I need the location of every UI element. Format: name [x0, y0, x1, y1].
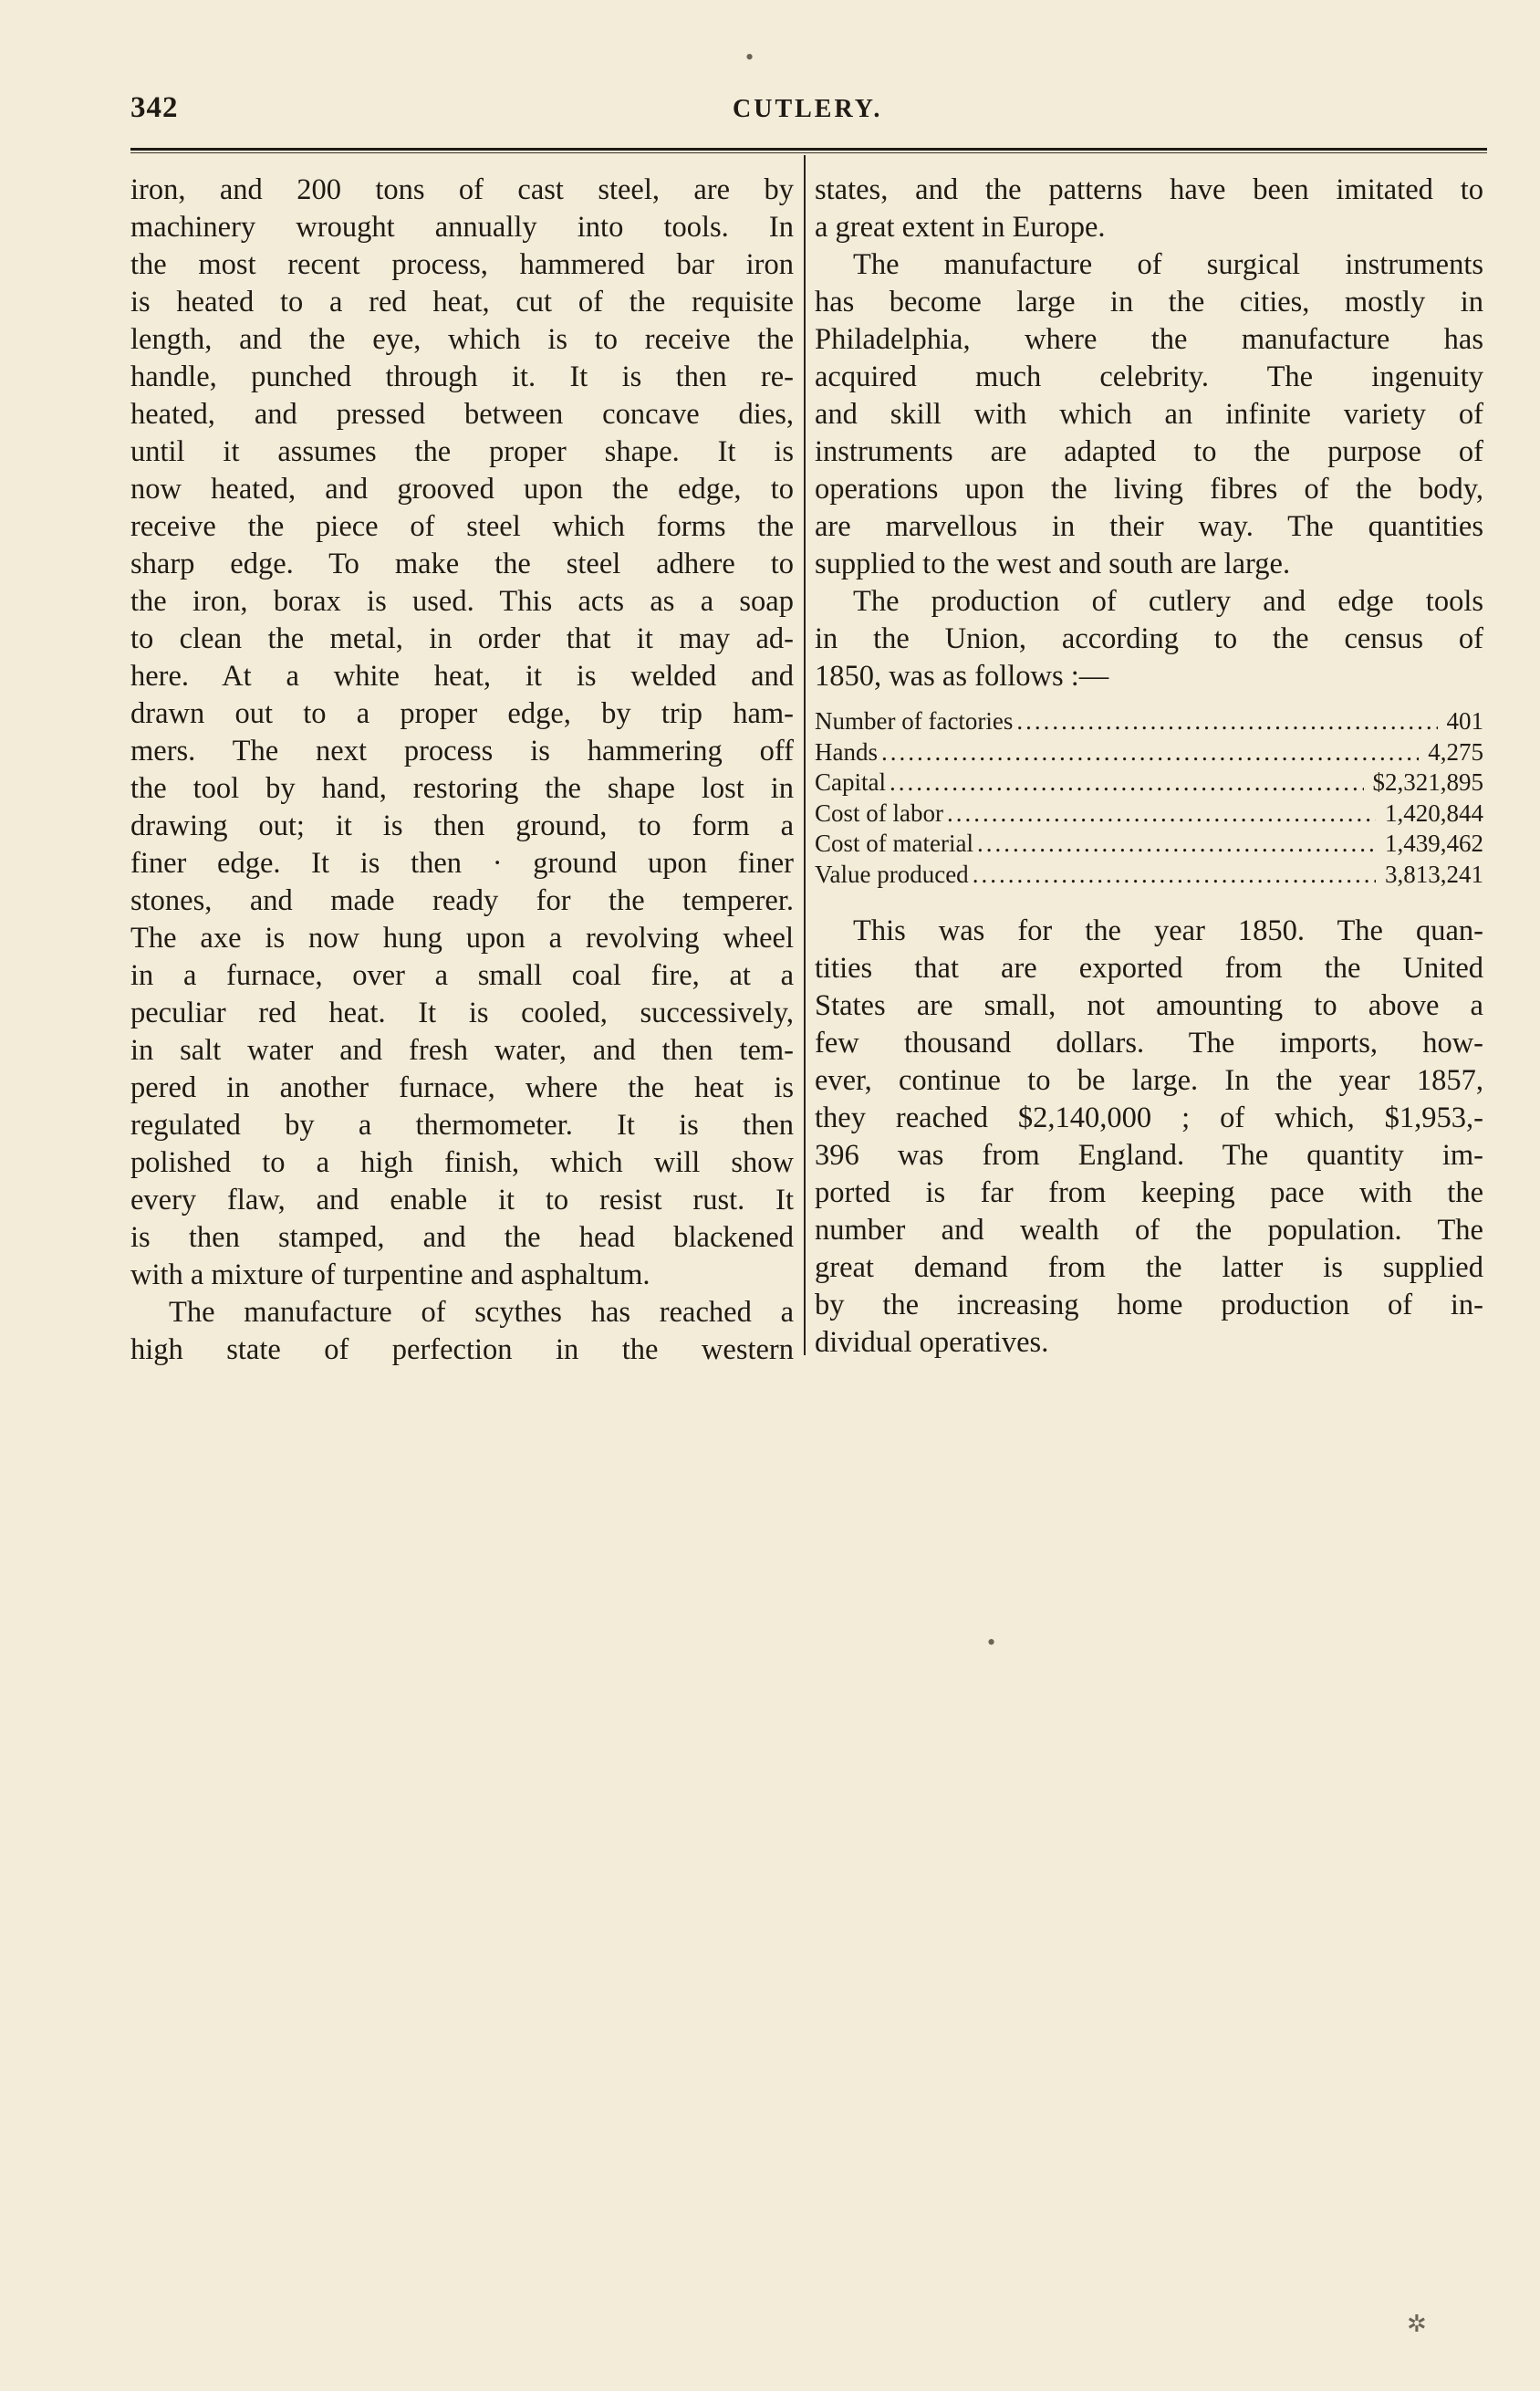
leader-dots [973, 829, 1376, 860]
text-line: 396 was from England. The quantity im- [815, 1138, 1483, 1172]
text-line: polished to a high finish, which will show [130, 1146, 794, 1179]
text-line: operations upon the living fibres of the body, [815, 473, 1483, 506]
stat-row [815, 737, 1483, 768]
text-line: The production of cutlery and edge tools [853, 585, 1483, 618]
running-title: CUTLERY. [733, 95, 883, 123]
stat-value: 3,813,241 [1385, 860, 1483, 888]
text-line: peculiar red heat. It is cooled, successively, [130, 997, 794, 1029]
leader-dots [943, 799, 1376, 830]
stat-value: $2,321,895 [1372, 768, 1483, 797]
header-rule-thin [130, 152, 1487, 153]
right-column [815, 172, 1483, 1362]
text-line: drawing out; it is then ground, to form a [130, 809, 794, 842]
stat-value: 401 [1446, 707, 1483, 735]
text-line: length, and the eye, which is to receive the [130, 323, 794, 356]
stat-row [815, 860, 1483, 891]
text-line: drawn out to a proper edge, by trip ham- [130, 697, 794, 730]
leader-dots [1013, 706, 1437, 737]
text-line: is then stamped, and the head blackened [130, 1221, 794, 1254]
text-line: ported is far from keeping pace with the [815, 1175, 1483, 1209]
text-line: ever, continue to be large. In the year 1857, [815, 1063, 1483, 1097]
leader-dots [969, 860, 1376, 891]
page-header [130, 91, 1490, 128]
text-line: the iron, borax is used. This acts as a soap [130, 585, 794, 618]
text-line: The manufacture of scythes has reached a [169, 1296, 794, 1329]
stat-label: Cost of material [815, 830, 973, 858]
stat-label: Value produced [815, 860, 969, 888]
ink-mark: • [987, 1629, 996, 1655]
text-line: supplied to the west and south are large. [815, 548, 1291, 580]
text-line: is heated to a red heat, cut of the requisite [130, 286, 794, 318]
text-line: mers. The next process is hammering off [130, 735, 794, 767]
column-divider [804, 155, 806, 1355]
text-line: and skill with which an infinite variety of [815, 398, 1483, 431]
stat-row [815, 706, 1483, 737]
text-line: in salt water and fresh water, and then tem- [130, 1034, 794, 1067]
leader-dots [886, 767, 1364, 799]
text-line: iron, and 200 tons of cast steel, are by [130, 173, 794, 206]
text-line: tities that are exported from the United [815, 951, 1483, 985]
text-line: finer edge. It is then · ground upon finer [130, 847, 794, 880]
stat-row [815, 767, 1483, 799]
text-line: great demand from the latter is supplied [815, 1250, 1483, 1284]
right-column-text-top [815, 172, 1483, 695]
left-column [130, 172, 794, 1369]
text-line: stones, and made ready for the temperer. [130, 884, 794, 917]
text-line: machinery wrought annually into tools. In [130, 211, 794, 244]
text-line: in a furnace, over a small coal fire, at a [130, 959, 794, 992]
text-line: heated, and pressed between concave dies, [130, 398, 794, 431]
text-line: are marvellous in their way. The quantities [815, 510, 1483, 543]
text-line: handle, punched through it. It is then re- [130, 360, 794, 393]
text-line: regulated by a thermometer. It is then [130, 1109, 794, 1142]
text-line: until it assumes the proper shape. It is [130, 435, 794, 468]
text-line: dividual operatives. [815, 1325, 1049, 1359]
stat-label: Hands [815, 737, 878, 766]
text-line: a great extent in Europe. [815, 211, 1106, 244]
text-line: here. At a white heat, it is welded and [130, 660, 794, 693]
text-line: receive the piece of steel which forms the [130, 510, 794, 543]
ink-mark: • [745, 44, 754, 70]
right-column-text-bottom [815, 913, 1483, 1362]
text-line: number and wealth of the population. The [815, 1213, 1483, 1247]
text-line: by the increasing home production of in- [815, 1288, 1483, 1321]
text-line: with a mixture of turpentine and asphaltum. [130, 1258, 650, 1291]
text-line: they reached $2,140,000 ; of which, $1,953,- [815, 1101, 1483, 1134]
stat-value: 1,439,462 [1385, 830, 1483, 858]
stat-row [815, 799, 1483, 830]
text-line: every flaw, and enable it to resist rust. It [130, 1184, 794, 1216]
text-line: the tool by hand, restoring the shape lost in [130, 772, 794, 805]
stat-row [815, 829, 1483, 860]
stat-label: Number of factories [815, 707, 1014, 735]
text-line: states, and the patterns have been imitated to [815, 173, 1483, 206]
text-line: pered in another furnace, where the heat is [130, 1071, 794, 1104]
text-line: The axe is now hung upon a revolving wheel [130, 922, 794, 955]
stat-label: Capital [815, 768, 886, 797]
text-line: The manufacture of surgical instruments [853, 248, 1483, 281]
text-line: 1850, was as follows :— [815, 660, 1109, 693]
census-statistics-table [815, 706, 1483, 891]
leader-dots [878, 737, 1419, 768]
text-line: the most recent process, hammered bar iron [130, 248, 794, 281]
header-rule [130, 148, 1487, 151]
stat-value: 4,275 [1428, 737, 1483, 766]
text-line: Philadelphia, where the manufacture has [815, 323, 1483, 356]
stat-value: 1,420,844 [1385, 799, 1483, 827]
text-line: This was for the year 1850. The quan- [853, 914, 1483, 947]
ink-mark: ✲ [1407, 2311, 1427, 2337]
page-number: 342 [130, 91, 179, 124]
text-line: high state of perfection in the western [130, 1333, 794, 1366]
text-line: acquired much celebrity. The ingenuity [815, 360, 1483, 393]
stat-label: Cost of labor [815, 799, 943, 827]
text-line: instruments are adapted to the purpose of [815, 435, 1483, 468]
text-line: now heated, and grooved upon the edge, to [130, 473, 794, 506]
text-line: few thousand dollars. The imports, how- [815, 1026, 1483, 1060]
text-line: States are small, not amounting to above a [815, 988, 1483, 1022]
text-line: in the Union, according to the census of [815, 622, 1483, 655]
text-line: sharp edge. To make the steel adhere to [130, 548, 794, 580]
text-line: to clean the metal, in order that it may ad- [130, 622, 794, 655]
text-line: has become large in the cities, mostly in [815, 286, 1483, 318]
